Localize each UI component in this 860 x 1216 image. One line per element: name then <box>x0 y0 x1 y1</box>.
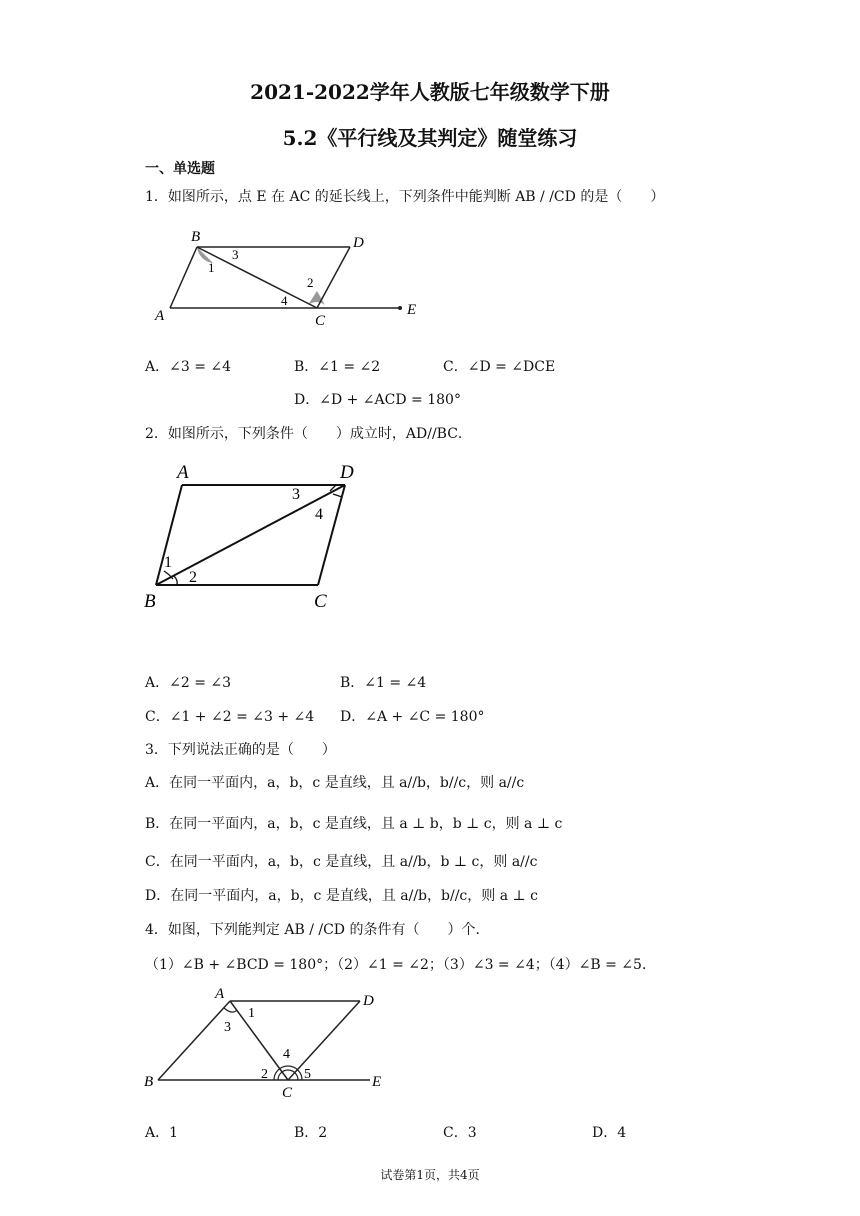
q2-label-B: B <box>144 591 156 612</box>
q1-label-E: E <box>407 302 417 318</box>
q4-label-D: D <box>363 993 374 1009</box>
q2-label-angle2: 2 <box>189 569 197 586</box>
q1-label-C: C <box>315 313 326 329</box>
q4-label-angle1: 1 <box>248 1006 255 1021</box>
q4-option-d[interactable]: D．4 <box>592 1125 627 1141</box>
q4-label-B: B <box>144 1074 154 1090</box>
q2-label-angle3: 3 <box>292 486 300 503</box>
q1-label-A: A <box>155 308 165 324</box>
q4-label-A: A <box>215 986 225 1002</box>
q4-label-E: E <box>372 1074 382 1090</box>
q1-label-B: B <box>191 229 201 245</box>
q2-label-A: A <box>177 462 189 483</box>
section-heading: 一、单选题 <box>145 161 215 177</box>
q3-stem: 3．下列说法正确的是（ ） <box>145 742 336 758</box>
q1-option-b[interactable]: B．∠1 = ∠2 <box>294 359 381 375</box>
q2-label-angle1: 1 <box>164 554 172 571</box>
q2-option-c[interactable]: C．∠1 + ∠2 = ∠3 + ∠4 <box>145 709 315 725</box>
q3-option-b[interactable]: B．在同一平面内，a，b，c 是直线，且 a ⊥ b，b ⊥ c，则 a ⊥ c <box>145 816 563 832</box>
q2-figure <box>140 458 380 618</box>
q3-option-d[interactable]: D．在同一平面内，a，b，c 是直线，且 a//b，b//c，则 a ⊥ c <box>145 888 538 904</box>
q4-option-c[interactable]: C．3 <box>443 1125 477 1141</box>
q1-stem: 1．如图所示，点 E 在 AC 的延长线上，下列条件中能判断 AB / /CD 的是（ ） <box>145 189 665 205</box>
q3-option-c[interactable]: C．在同一平面内，a，b，c 是直线，且 a//b，b ⊥ c，则 a//c <box>145 854 538 870</box>
q1-label-angle2: 2 <box>307 275 314 290</box>
q1-option-d[interactable]: D．∠D + ∠ACD = 180° <box>294 392 461 408</box>
q1-label-angle1: 1 <box>208 260 215 275</box>
q2-label-D: D <box>340 462 354 483</box>
q1-label-angle4: 4 <box>281 293 288 308</box>
q2-stem: 2．如图所示，下列条件（ ）成立时，AD//BC． <box>145 426 472 442</box>
q4-label-angle3: 3 <box>224 1020 231 1035</box>
q2-label-angle4: 4 <box>315 506 323 523</box>
q4-conditions: （1）∠B + ∠BCD = 180°；（2）∠1 = ∠2；（3）∠3 = ∠4；（4）∠B = ∠5． <box>145 957 656 973</box>
q4-option-b[interactable]: B．2 <box>294 1125 328 1141</box>
q4-label-angle2: 2 <box>261 1067 268 1082</box>
q4-label-C: C <box>282 1085 293 1100</box>
q3-option-a[interactable]: A．在同一平面内，a，b，c 是直线，且 a//b，b//c，则 a//c <box>145 775 525 791</box>
q1-figure <box>145 225 435 330</box>
document-title: 2021-2022学年人教版七年级数学下册 <box>250 80 610 104</box>
q2-option-b[interactable]: B．∠1 = ∠4 <box>340 675 427 691</box>
page-footer: 试卷第1页，共4页 <box>380 1168 480 1182</box>
q4-stem: 4．如图，下列能判定 AB / /CD 的条件有（ ）个． <box>145 922 490 938</box>
q4-label-angle4: 4 <box>283 1047 290 1062</box>
q2-option-a[interactable]: A．∠2 = ∠3 <box>145 675 232 691</box>
q2-option-d[interactable]: D．∠A + ∠C = 180° <box>340 709 485 725</box>
q1-label-angle3: 3 <box>232 247 239 262</box>
q1-label-D: D <box>353 235 364 251</box>
document-subtitle: 5.2《平行线及其判定》随堂练习 <box>282 126 578 150</box>
q4-figure <box>140 985 400 1100</box>
q2-label-C: C <box>314 591 327 612</box>
q4-option-a[interactable]: A．1 <box>145 1125 179 1141</box>
q1-option-a[interactable]: A．∠3 = ∠4 <box>145 359 232 375</box>
q4-label-angle5: 5 <box>304 1067 311 1082</box>
q1-option-c[interactable]: C．∠D = ∠DCE <box>443 359 556 375</box>
